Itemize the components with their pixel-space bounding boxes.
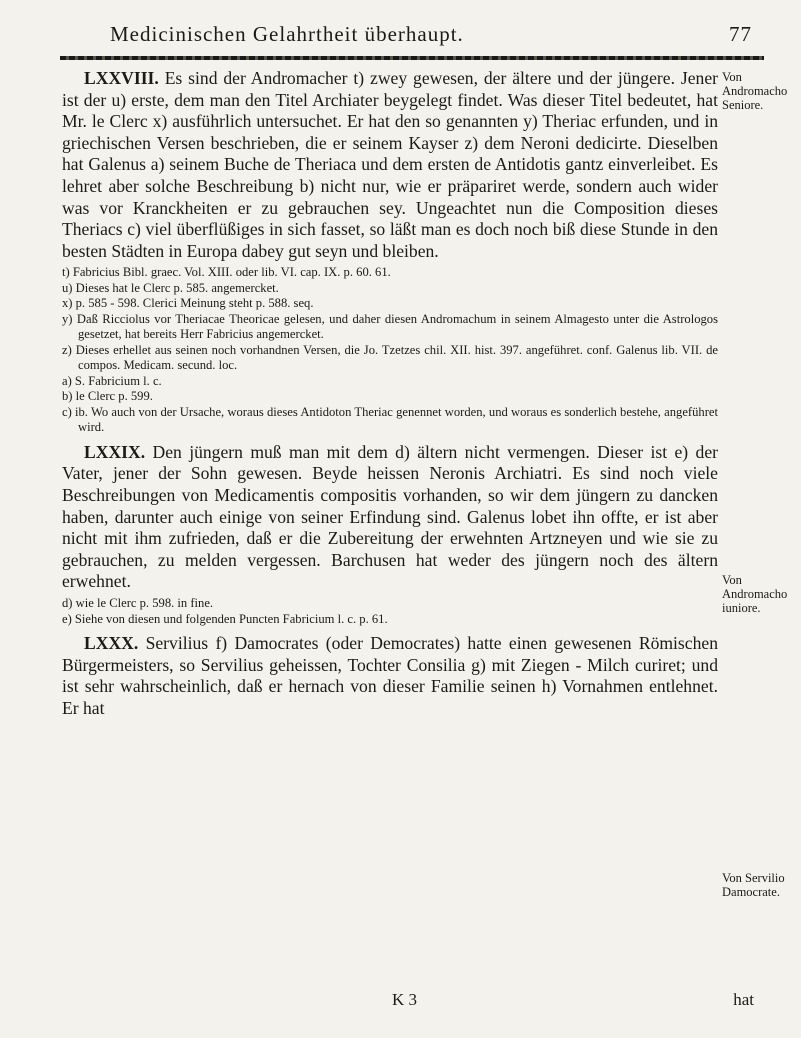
footnotes-lxxix <box>62 596 718 627</box>
section-heading: LXXX. <box>84 633 139 653</box>
catchword: hat <box>733 990 754 1009</box>
running-head-title: Medicinischen Gelahrtheit überhaupt. <box>110 22 464 46</box>
footnote: e) Siehe von diesen und folgenden Puncten Fabricium l. c. p. 61. <box>62 611 388 626</box>
running-head <box>60 18 760 58</box>
margin-note-andromacho-seniore: Von Andromacho Seniore. <box>722 70 788 112</box>
footnote: d) wie le Clerc p. 598. in fine. <box>62 596 214 610</box>
section-heading: LXXIX. <box>84 441 146 462</box>
margin-note-andromacho-iuniore: Von Andromacho iuniore. <box>722 573 788 615</box>
footnote: b) le Clerc p. 599. <box>62 389 153 404</box>
footnote: x) p. 585 - 598. Clerici Meinung steht p. 588. seq. <box>62 296 314 311</box>
footnote: c) ib. Wo auch von der Ursache, woraus dieses Antidoton Theriac genennet worden, und woraus es sonderlich bestehe, angeführet wird. <box>62 404 718 435</box>
head-rule <box>60 56 764 60</box>
section-text: Den jüngern muß man mit dem d) ältern nicht vermengen. Dieser ist e) der Vater, jener der Sohn gewesen. Beyde heissen Neronis Archiatri. Es sind noch viele Beschreibungen von Medicamentis compositis vorhanden, so wir dem jüngern zu dancken haben, darunter auch einige von seiner Erfindung sind. Galenus lobet ihn offte, er ist aber nicht mit ihm zufrieden, daß er die Zubereitung der erwehnten Artzneyen und wie sie zu gebrauchen, zu melden vergessen. Barchusen hat weder des jüngern noch des ältern erwehnet. <box>62 441 718 592</box>
footnote: a) S. Fabricium l. c. <box>62 373 162 388</box>
footnote: y) Daß Ricciolus vor Theriacae Theoricae gelesen, und daher diesen Andromachum in seinem Almagesto unter die Astrologos gesetzet, hat bereits Herr Fabricius angemercket. <box>62 311 718 342</box>
body-text <box>62 68 718 722</box>
section-text: Es sind der Andromacher t) zwey gewesen, der ältere und der jüngere. Jener ist der u) erste, dem man den Titel Archiater beygelegt findet. Was dieser Titel bedeutet, hat Mr. le Clerc x) ausführlich untersuchet. Er hat den so genannten y) Theriac erfunden, und in griechischen Versen beschrieben, die er seinem Kayser z) dem Neroni dedicirte. Dieselben hat Galenus a) seinem Buche de Theriaca und dem ersten de Antidotis gantz einverleibet. Es lehret aber solche Beschreibung b) nicht nur, wie er präpariret werde, sondern auch wider was vor Kranckheiten er zu gebrauchen sey. Ungeachtet nun die Composition dieses Theriacs c) viel überflüßiges in sich fasset, so läßt man es doch noch biß diese Stunde in den besten Städten in Europa dabey gut seyn und bleiben. <box>62 68 718 261</box>
footnote: u) Dieses hat le Clerc p. 585. angemercket. <box>62 280 279 295</box>
margin-note-servilio-damocrate: Von Servilio Damocrate. <box>722 871 785 899</box>
section-lxxviii-paragraph <box>62 68 718 262</box>
section-heading: LXXVIII. <box>84 68 159 88</box>
footnote: t) Fabricius Bibl. graec. Vol. XIII. oder lib. VI. cap. IX. p. 60. 61. <box>62 265 391 280</box>
footnotes-lxxviii <box>62 265 718 436</box>
section-lxxx-paragraph <box>62 633 718 719</box>
page-number: 77 <box>729 22 752 46</box>
catchline <box>62 990 762 1018</box>
signature-mark: K 3 <box>392 990 418 1009</box>
footnote: z) Dieses erhellet aus seinen noch vorhandnen Versen, die Jo. Tzetzes chil. XII. hist. 397. angeführet. conf. Galenus lib. VII. de compos. Medicam. secund. loc. <box>62 342 718 373</box>
section-lxxix-paragraph <box>62 442 718 593</box>
section-text: Servilius f) Damocrates (oder Democrates) hatte einen gewesenen Römischen Bürgermeisters, so Servilius geheissen, Tochter Consilia g) mit Ziegen - Milch curiret; und ist sehr wahrscheinlich, daß er hernach von dieser Familie seinen h) Vornahmen entlehnet. Er hat <box>62 633 718 718</box>
